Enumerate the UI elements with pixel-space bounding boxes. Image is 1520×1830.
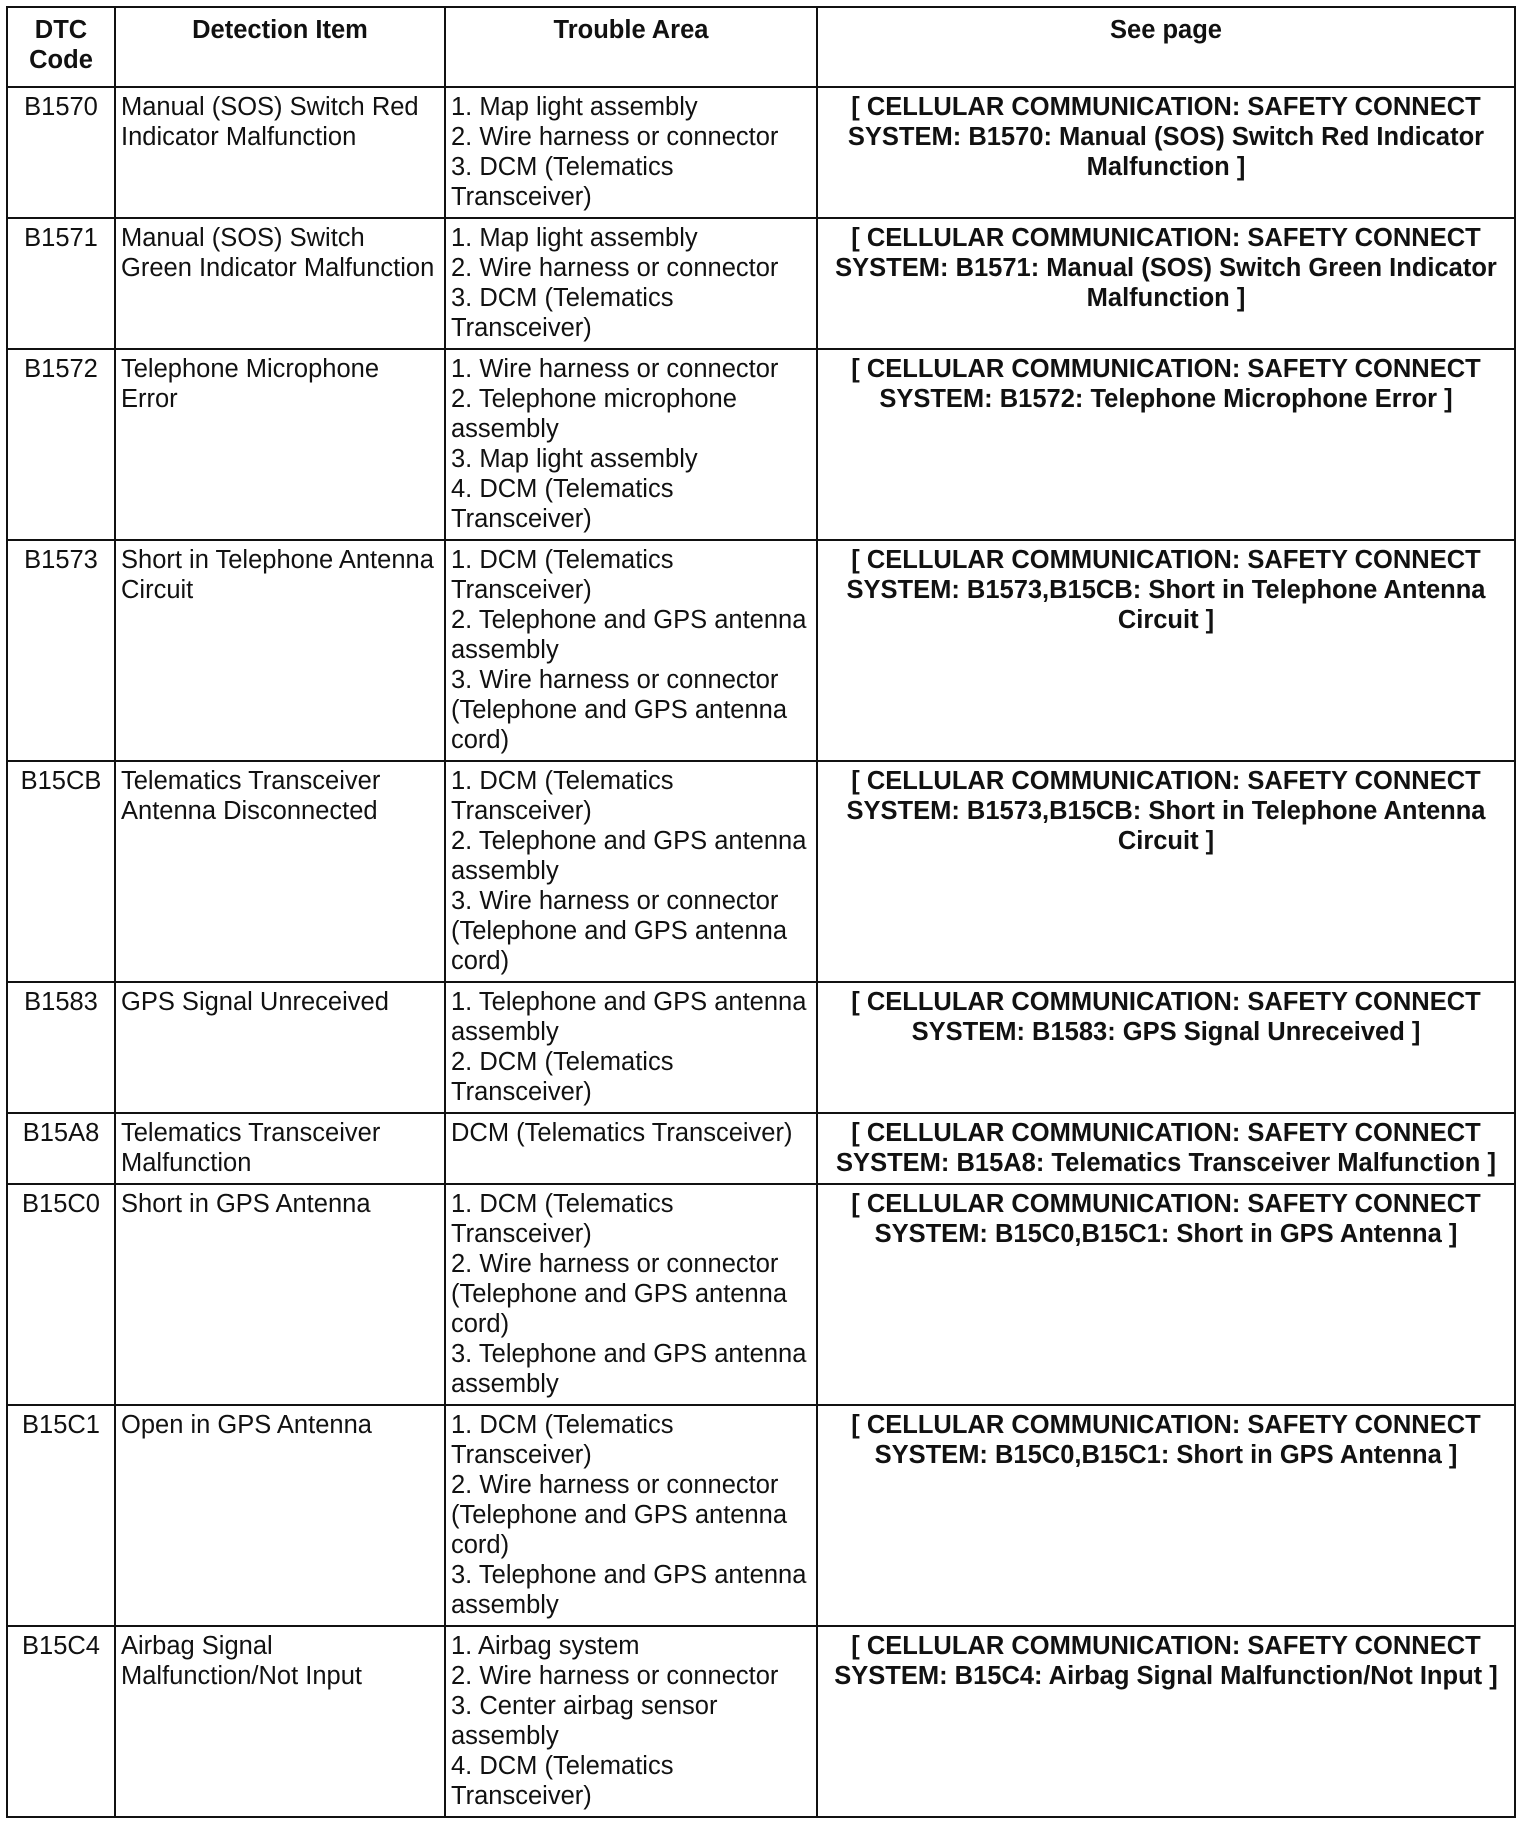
dtc-code-cell: B1572 bbox=[7, 349, 115, 540]
trouble-area-item: 1. Map light assembly bbox=[451, 93, 698, 121]
detection-item-cell: Airbag Signal Malfunction/Not Input bbox=[115, 1626, 445, 1817]
trouble-area-item: 3. Center airbag sensor assembly bbox=[451, 1692, 718, 1750]
table-row bbox=[7, 982, 1515, 1113]
trouble-area-item: 3. Telephone and GPS antenna assembly bbox=[451, 1561, 807, 1619]
see-page-link[interactable]: [ CELLULAR COMMUNICATION: SAFETY CONNECT SYSTEM: B1571: Manual (SOS) Switch Green Indicator Malfunction ] bbox=[817, 218, 1515, 349]
table-row bbox=[7, 349, 1515, 540]
trouble-area-item: 3. Map light assembly bbox=[451, 445, 698, 473]
trouble-area-item: 2. Telephone and GPS antenna assembly bbox=[451, 606, 807, 664]
header-detection-item: Detection Item bbox=[115, 7, 445, 87]
see-page-link[interactable]: [ CELLULAR COMMUNICATION: SAFETY CONNECT SYSTEM: B1572: Telephone Microphone Error ] bbox=[817, 349, 1515, 540]
detection-item-cell: Open in GPS Antenna bbox=[115, 1405, 445, 1626]
dtc-code-cell: B15C0 bbox=[7, 1184, 115, 1405]
see-page-link[interactable]: [ CELLULAR COMMUNICATION: SAFETY CONNECT SYSTEM: B15C4: Airbag Signal Malfunction/Not Input ] bbox=[817, 1626, 1515, 1817]
detection-item-cell: GPS Signal Unreceived bbox=[115, 982, 445, 1113]
trouble-area-cell bbox=[445, 1405, 817, 1626]
trouble-area-cell bbox=[445, 982, 817, 1113]
see-page-link[interactable]: [ CELLULAR COMMUNICATION: SAFETY CONNECT SYSTEM: B1573,B15CB: Short in Telephone Antenna Circuit ] bbox=[817, 540, 1515, 761]
dtc-code-cell: B1570 bbox=[7, 87, 115, 218]
dtc-code-cell: B15C1 bbox=[7, 1405, 115, 1626]
detection-item-cell: Manual (SOS) Switch Green Indicator Malfunction bbox=[115, 218, 445, 349]
trouble-area-cell bbox=[445, 349, 817, 540]
detection-item-cell: Telematics Transceiver Antenna Disconnected bbox=[115, 761, 445, 982]
table-row bbox=[7, 218, 1515, 349]
trouble-area-item: 2. DCM (Telematics Transceiver) bbox=[451, 1048, 674, 1106]
table-row bbox=[7, 1405, 1515, 1626]
table-row bbox=[7, 761, 1515, 982]
see-page-link[interactable]: [ CELLULAR COMMUNICATION: SAFETY CONNECT SYSTEM: B15C0,B15C1: Short in GPS Antenna ] bbox=[817, 1184, 1515, 1405]
trouble-area-cell bbox=[445, 761, 817, 982]
trouble-area-item: 1. Map light assembly bbox=[451, 224, 698, 252]
see-page-link[interactable]: [ CELLULAR COMMUNICATION: SAFETY CONNECT SYSTEM: B15A8: Telematics Transceiver Malfunction ] bbox=[817, 1113, 1515, 1184]
trouble-area-item: 3. DCM (Telematics Transceiver) bbox=[451, 284, 674, 342]
trouble-area-cell bbox=[445, 1184, 817, 1405]
detection-item-cell: Telephone Microphone Error bbox=[115, 349, 445, 540]
trouble-area-item: 3. Wire harness or connector (Telephone and GPS antenna cord) bbox=[451, 887, 788, 975]
table-row bbox=[7, 1184, 1515, 1405]
trouble-area-item: 2. Wire harness or connector bbox=[451, 254, 779, 282]
trouble-area-cell bbox=[445, 1626, 817, 1817]
trouble-area-item: 3. Wire harness or connector (Telephone and GPS antenna cord) bbox=[451, 666, 788, 754]
trouble-area-cell bbox=[445, 540, 817, 761]
trouble-area-item: 3. DCM (Telematics Transceiver) bbox=[451, 153, 674, 211]
trouble-area-item: 1. DCM (Telematics Transceiver) bbox=[451, 767, 674, 825]
header-row bbox=[7, 7, 1515, 87]
header-dtc-code: DTC Code bbox=[7, 7, 115, 87]
dtc-code-cell: B1573 bbox=[7, 540, 115, 761]
table-row bbox=[7, 540, 1515, 761]
detection-item-cell: Telematics Transceiver Malfunction bbox=[115, 1113, 445, 1184]
see-page-link[interactable]: [ CELLULAR COMMUNICATION: SAFETY CONNECT SYSTEM: B1573,B15CB: Short in Telephone Antenna Circuit ] bbox=[817, 761, 1515, 982]
dtc-code-cell: B1571 bbox=[7, 218, 115, 349]
detection-item-cell: Short in Telephone Antenna Circuit bbox=[115, 540, 445, 761]
dtc-code-cell: B15CB bbox=[7, 761, 115, 982]
trouble-area-item: 2. Wire harness or connector bbox=[451, 1662, 779, 1690]
trouble-area-item: 2. Telephone and GPS antenna assembly bbox=[451, 827, 807, 885]
header-see-page: See page bbox=[817, 7, 1515, 87]
see-page-link[interactable]: [ CELLULAR COMMUNICATION: SAFETY CONNECT SYSTEM: B1583: GPS Signal Unreceived ] bbox=[817, 982, 1515, 1113]
dtc-code-cell: B15A8 bbox=[7, 1113, 115, 1184]
dtc-table bbox=[6, 6, 1516, 1818]
see-page-link[interactable]: [ CELLULAR COMMUNICATION: SAFETY CONNECT SYSTEM: B1570: Manual (SOS) Switch Red Indicator Malfunction ] bbox=[817, 87, 1515, 218]
table-row bbox=[7, 87, 1515, 218]
trouble-area-item: 1. Airbag system bbox=[451, 1632, 640, 1660]
trouble-area-item: 2. Wire harness or connector bbox=[451, 123, 779, 151]
dtc-code-cell: B1583 bbox=[7, 982, 115, 1113]
trouble-area-item: 2. Wire harness or connector (Telephone and GPS antenna cord) bbox=[451, 1250, 788, 1338]
trouble-area-cell bbox=[445, 218, 817, 349]
header-trouble-area: Trouble Area bbox=[445, 7, 817, 87]
trouble-area-item: 4. DCM (Telematics Transceiver) bbox=[451, 1752, 674, 1810]
table-body bbox=[7, 87, 1515, 1817]
trouble-area-item: DCM (Telematics Transceiver) bbox=[451, 1119, 793, 1147]
table-row bbox=[7, 1626, 1515, 1817]
trouble-area-item: 3. Telephone and GPS antenna assembly bbox=[451, 1340, 807, 1398]
trouble-area-item: 1. Telephone and GPS antenna assembly bbox=[451, 988, 807, 1046]
trouble-area-cell bbox=[445, 87, 817, 218]
detection-item-cell: Short in GPS Antenna bbox=[115, 1184, 445, 1405]
table-row bbox=[7, 1113, 1515, 1184]
see-page-link[interactable]: [ CELLULAR COMMUNICATION: SAFETY CONNECT SYSTEM: B15C0,B15C1: Short in GPS Antenna ] bbox=[817, 1405, 1515, 1626]
trouble-area-cell bbox=[445, 1113, 817, 1184]
detection-item-cell: Manual (SOS) Switch Red Indicator Malfunction bbox=[115, 87, 445, 218]
trouble-area-item: 1. DCM (Telematics Transceiver) bbox=[451, 1190, 674, 1248]
trouble-area-item: 2. Telephone microphone assembly bbox=[451, 385, 737, 443]
trouble-area-item: 1. Wire harness or connector bbox=[451, 355, 779, 383]
trouble-area-item: 1. DCM (Telematics Transceiver) bbox=[451, 1411, 674, 1469]
dtc-code-cell: B15C4 bbox=[7, 1626, 115, 1817]
trouble-area-item: 1. DCM (Telematics Transceiver) bbox=[451, 546, 674, 604]
trouble-area-item: 2. Wire harness or connector (Telephone and GPS antenna cord) bbox=[451, 1471, 788, 1559]
trouble-area-item: 4. DCM (Telematics Transceiver) bbox=[451, 475, 674, 533]
